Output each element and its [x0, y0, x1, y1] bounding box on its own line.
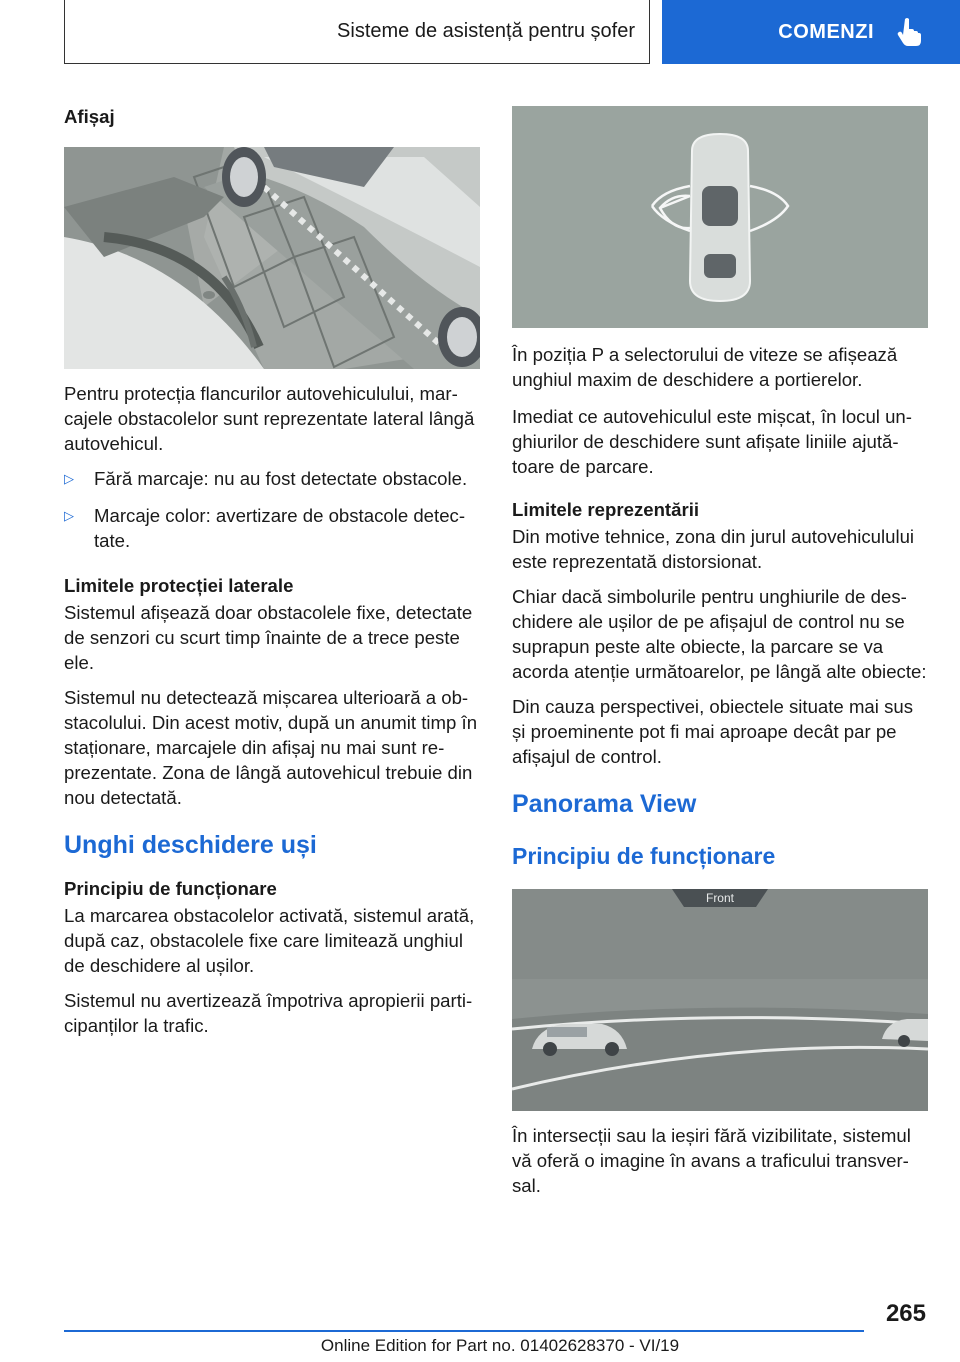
representation-text-3: Din cauza perspectivei, obiectele situate mai sus și proeminente pot fi mai aproape decât par pe afișajul de control.	[512, 696, 914, 767]
commands-label: COMENZI	[778, 20, 874, 43]
door-opening-angle-illustration	[512, 106, 928, 328]
panorama-view-illustration	[512, 889, 928, 1111]
display-heading: Afișaj	[64, 106, 115, 127]
moving-text: Imediat ce autovehiculul este mișcat, în locul un-ghiurilor de deschidere sunt afișate liniile ajută-toare de parcare.	[512, 406, 912, 477]
door-angle-heading: Unghi deschidere uși	[64, 831, 317, 859]
limits-heading: Limitele protecției laterale	[64, 575, 294, 596]
edition-info: Online Edition for Part no. 01402628370 - VI/19	[320, 1336, 680, 1355]
page-number: 265	[885, 1300, 926, 1327]
side-protection-illustration	[64, 147, 480, 369]
right-column	[512, 100, 928, 1208]
left-column	[64, 100, 482, 1048]
panorama-view-heading: Panorama View	[512, 790, 697, 818]
panorama-principle-heading: Principiu de funcționare	[512, 843, 776, 869]
marking-list	[64, 466, 482, 553]
section-title: Sisteme de asistență pentru șofer	[337, 20, 635, 42]
list-item: ▷ Fără marcaje: nu au fost detectate obstacole.	[64, 468, 468, 489]
representation-text-2: Chiar dacă simbolurile pentru unghiurile de des-chidere ale ușilor de pe afișajul de control nu se suprapun peste alte obiecte, la parcare se va acorda atenție următoarelor, pe lângă alte obiecte:	[512, 586, 927, 682]
triangle-bullet-icon: ▷	[64, 471, 74, 486]
page-header	[0, 0, 960, 66]
hand-pointer-icon	[896, 17, 922, 47]
door-angle-text-2: Sistemul nu avertizează împotriva apropierii parti-cipanților la trafic.	[64, 990, 473, 1036]
triangle-bullet-icon: ▷	[64, 508, 74, 523]
commands-tab[interactable]	[662, 0, 960, 64]
representation-heading: Limitele reprezentării	[512, 499, 700, 520]
side-protection-text: Pentru protecția flancurilor autovehiculului, mar-cajele obstacolelor sunt reprezentate lateral lângă autovehicul.	[64, 383, 475, 454]
representation-text-1: Din motive tehnice, zona din jurul autovehiculului este reprezentată distorsionat.	[512, 526, 915, 572]
cross-traffic-text: În intersecții sau la ieșiri fără vizibilitate, sistemul vă oferă o imagine în avans a traficului transver-sal.	[512, 1125, 911, 1196]
principle-heading: Principiu de funcționare	[64, 878, 277, 899]
limits-text-2: Sistemul nu detectează mișcarea ulterioară a ob-stacolului. Din acest motiv, după un anumit timp în staționare, marcajele din afișaj nu mai sunt re-prezentate. Zona de lângă autovehicul trebuie din nou detectată.	[64, 687, 478, 808]
limits-text-1: Sistemul afișează doar obstacolele fixe, detectate de senzori cu scurt timp înainte de a trece peste ele.	[64, 602, 473, 673]
list-item: ▷ Marcaje color: avertizare de obstacole detec-tate.	[64, 505, 466, 551]
footer-divider	[64, 1330, 864, 1332]
section-tab[interactable]	[64, 0, 650, 64]
gear-p-text: În poziția P a selectorului de viteze se afișează unghiul maxim de deschidere a portierelor.	[512, 344, 898, 390]
front-label: Front	[705, 891, 734, 905]
door-angle-text-1: La marcarea obstacolelor activată, sistemul arată, după caz, obstacolele fixe care limitează unghiul de deschidere al ușilor.	[64, 905, 475, 976]
